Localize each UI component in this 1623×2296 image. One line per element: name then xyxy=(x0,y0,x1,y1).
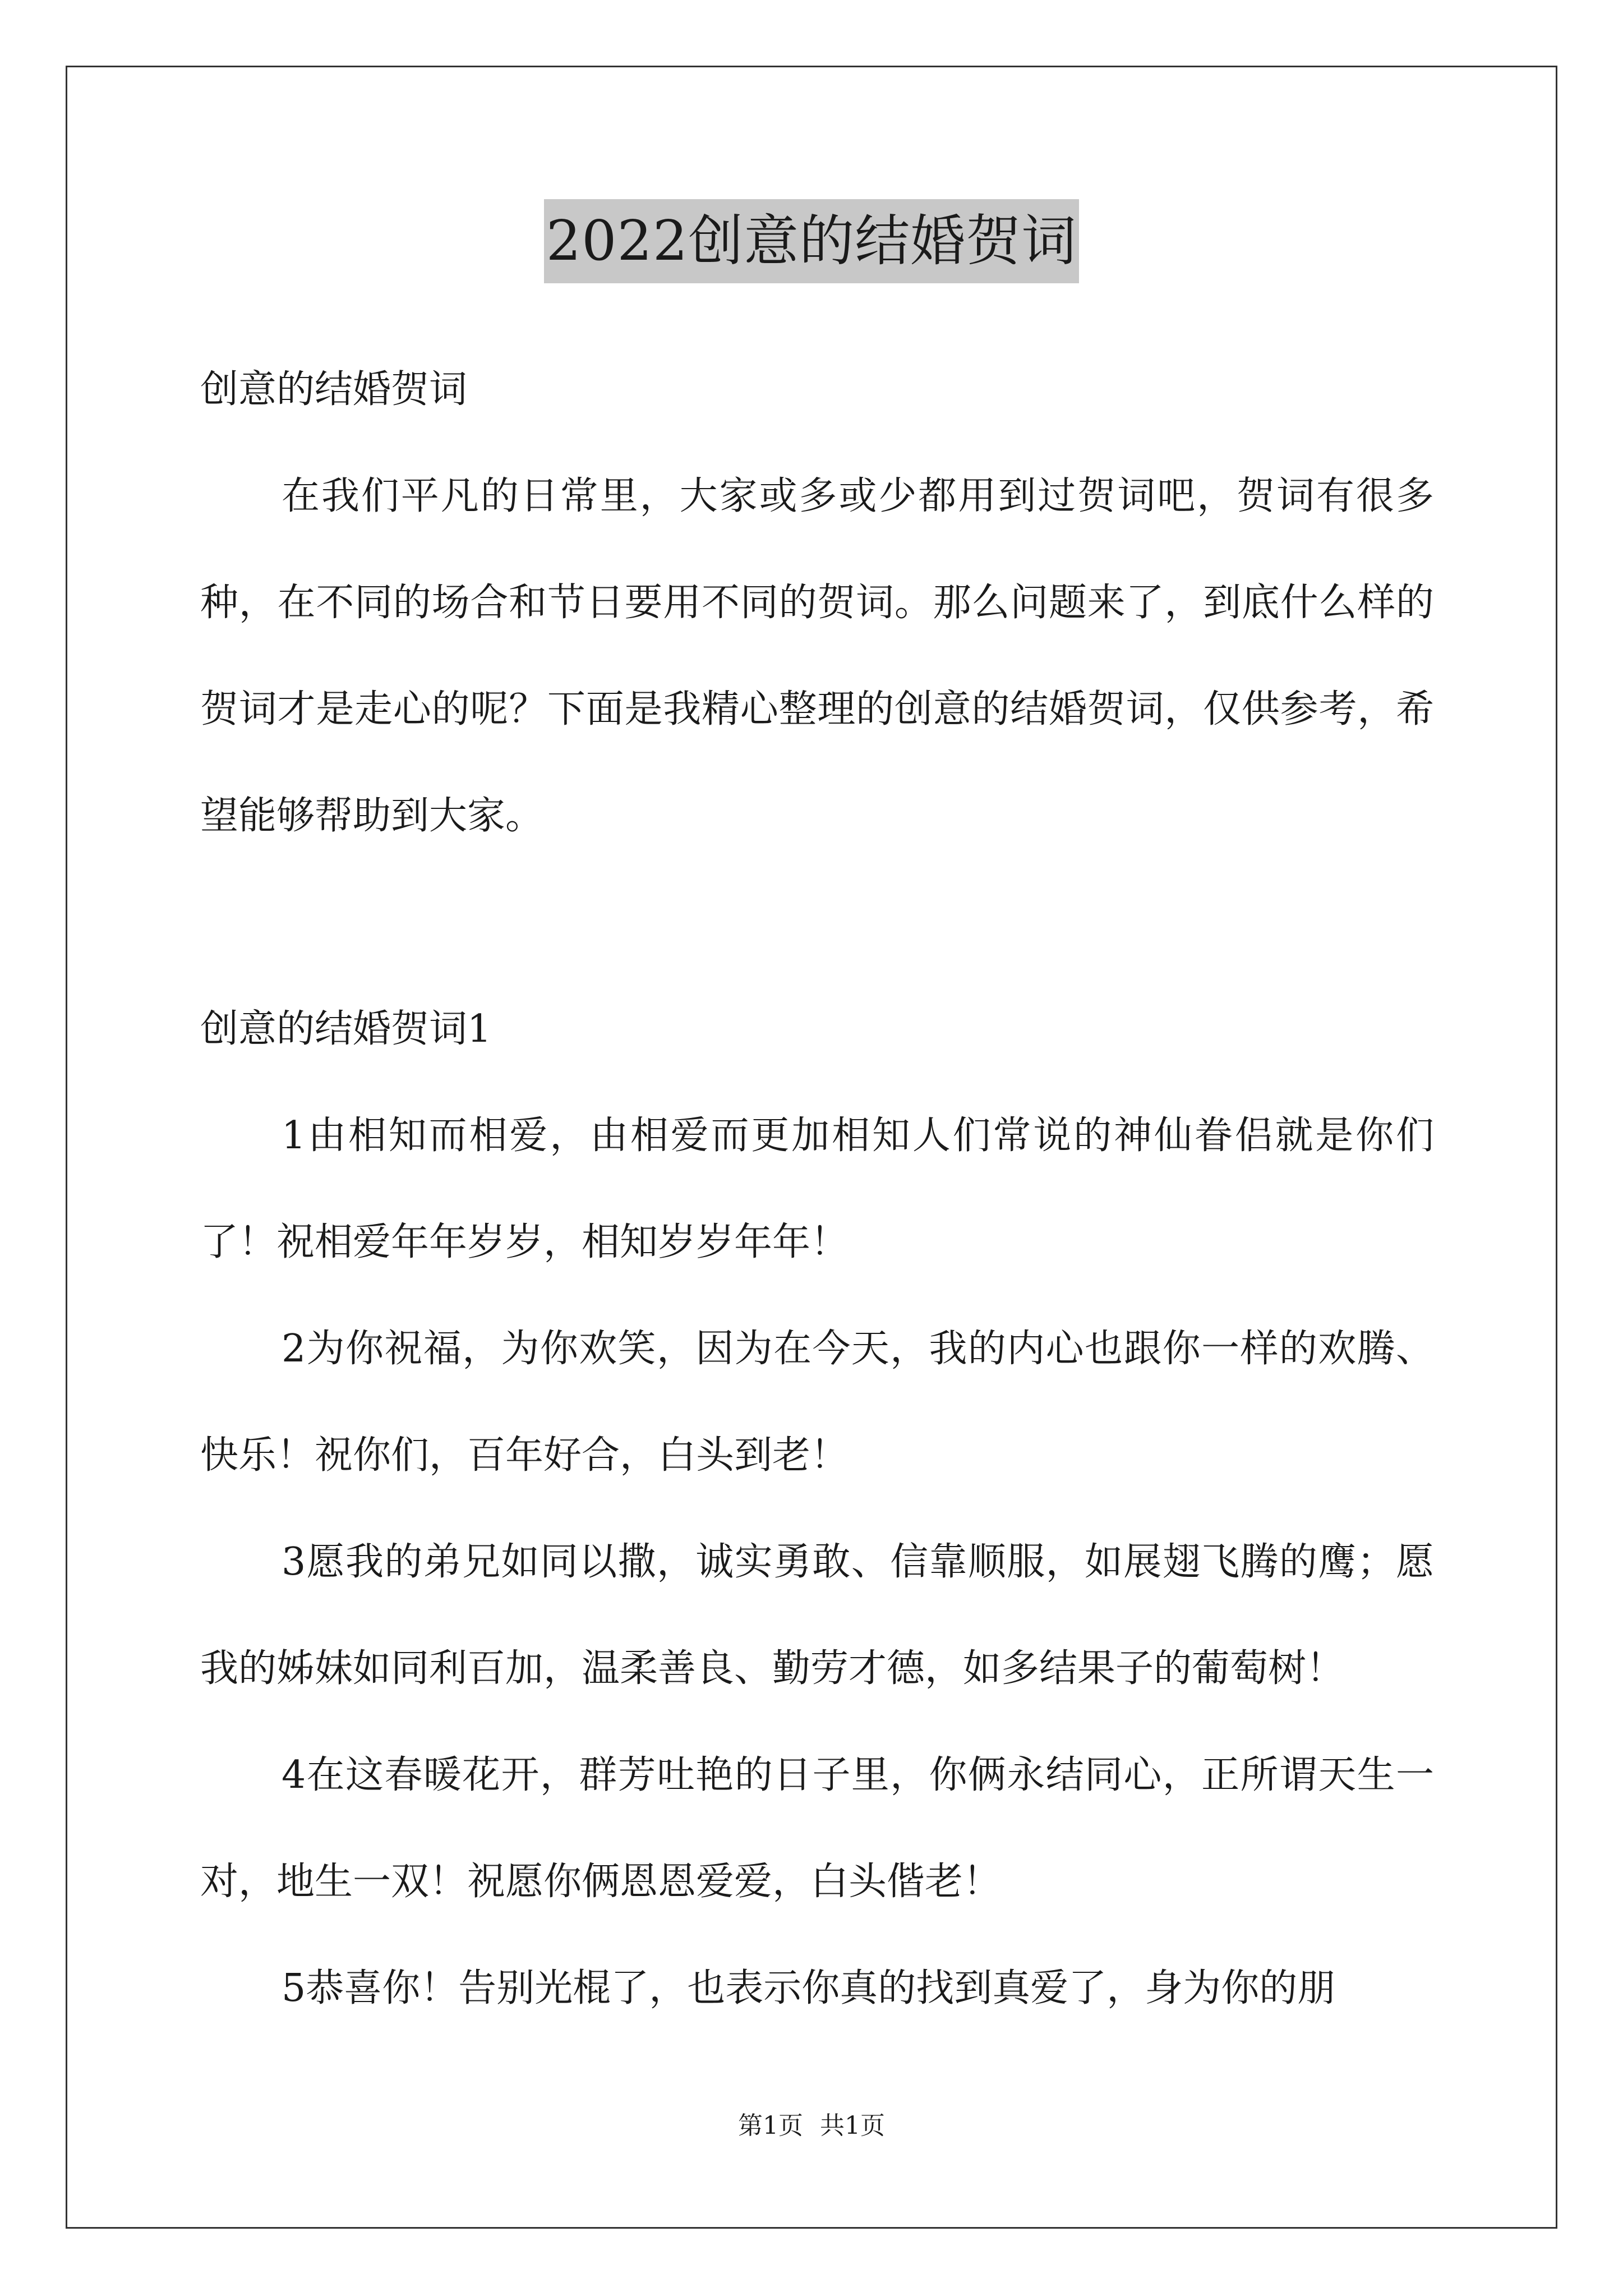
list-item: 4在这春暖花开，群芳吐艳的日子里，你俩永结同心，正所谓天生一对，地生一双！祝愿你俩恩恩爱爱，白头偕老！ xyxy=(200,1753,1434,1904)
section-gap xyxy=(200,869,1434,976)
page-total: 共1页 xyxy=(820,2111,885,2140)
title-wrapper xyxy=(0,199,1623,283)
list-item: 2为你祝福，为你欢笑，因为在今天，我的内心也跟你一样的欢腾、快乐！祝你们，百年好合，白头到老！ xyxy=(200,1327,1434,1478)
intro-paragraph: 在我们平凡的日常里，大家或多或少都用到过贺词吧，贺词有很多种，在不同的场合和节日要用不同的贺词。那么问题来了，到底什么样的贺词才是走心的呢？下面是我精心整理的创意的结婚贺词，仅供参考，希望能够帮助到大家。 xyxy=(200,474,1434,838)
page-number: 第1页 xyxy=(738,2111,803,2140)
list-item: 5恭喜你！告别光棍了，也表示你真的找到真爱了，身为你的朋 xyxy=(282,1966,1336,2010)
page-footer xyxy=(0,2109,1623,2143)
list-item: 3愿我的弟兄如同以撒，诚实勇敢、信靠顺服，如展翅飞腾的鹰；愿我的姊妹如同利百加，温柔善良、勤劳才德，如多结果子的葡萄树！ xyxy=(200,1540,1434,1691)
section-heading: 创意的结婚贺词1 xyxy=(200,1007,492,1051)
document-title: 2022创意的结婚贺词 xyxy=(544,199,1079,283)
list-item: 1由相知而相爱，由相爱而更加相知人们常说的神仙眷侣就是你们了！祝相爱年年岁岁，相知岁岁年年！ xyxy=(200,1114,1434,1264)
document-body xyxy=(200,337,1434,2042)
subtitle: 创意的结婚贺词 xyxy=(200,367,468,412)
